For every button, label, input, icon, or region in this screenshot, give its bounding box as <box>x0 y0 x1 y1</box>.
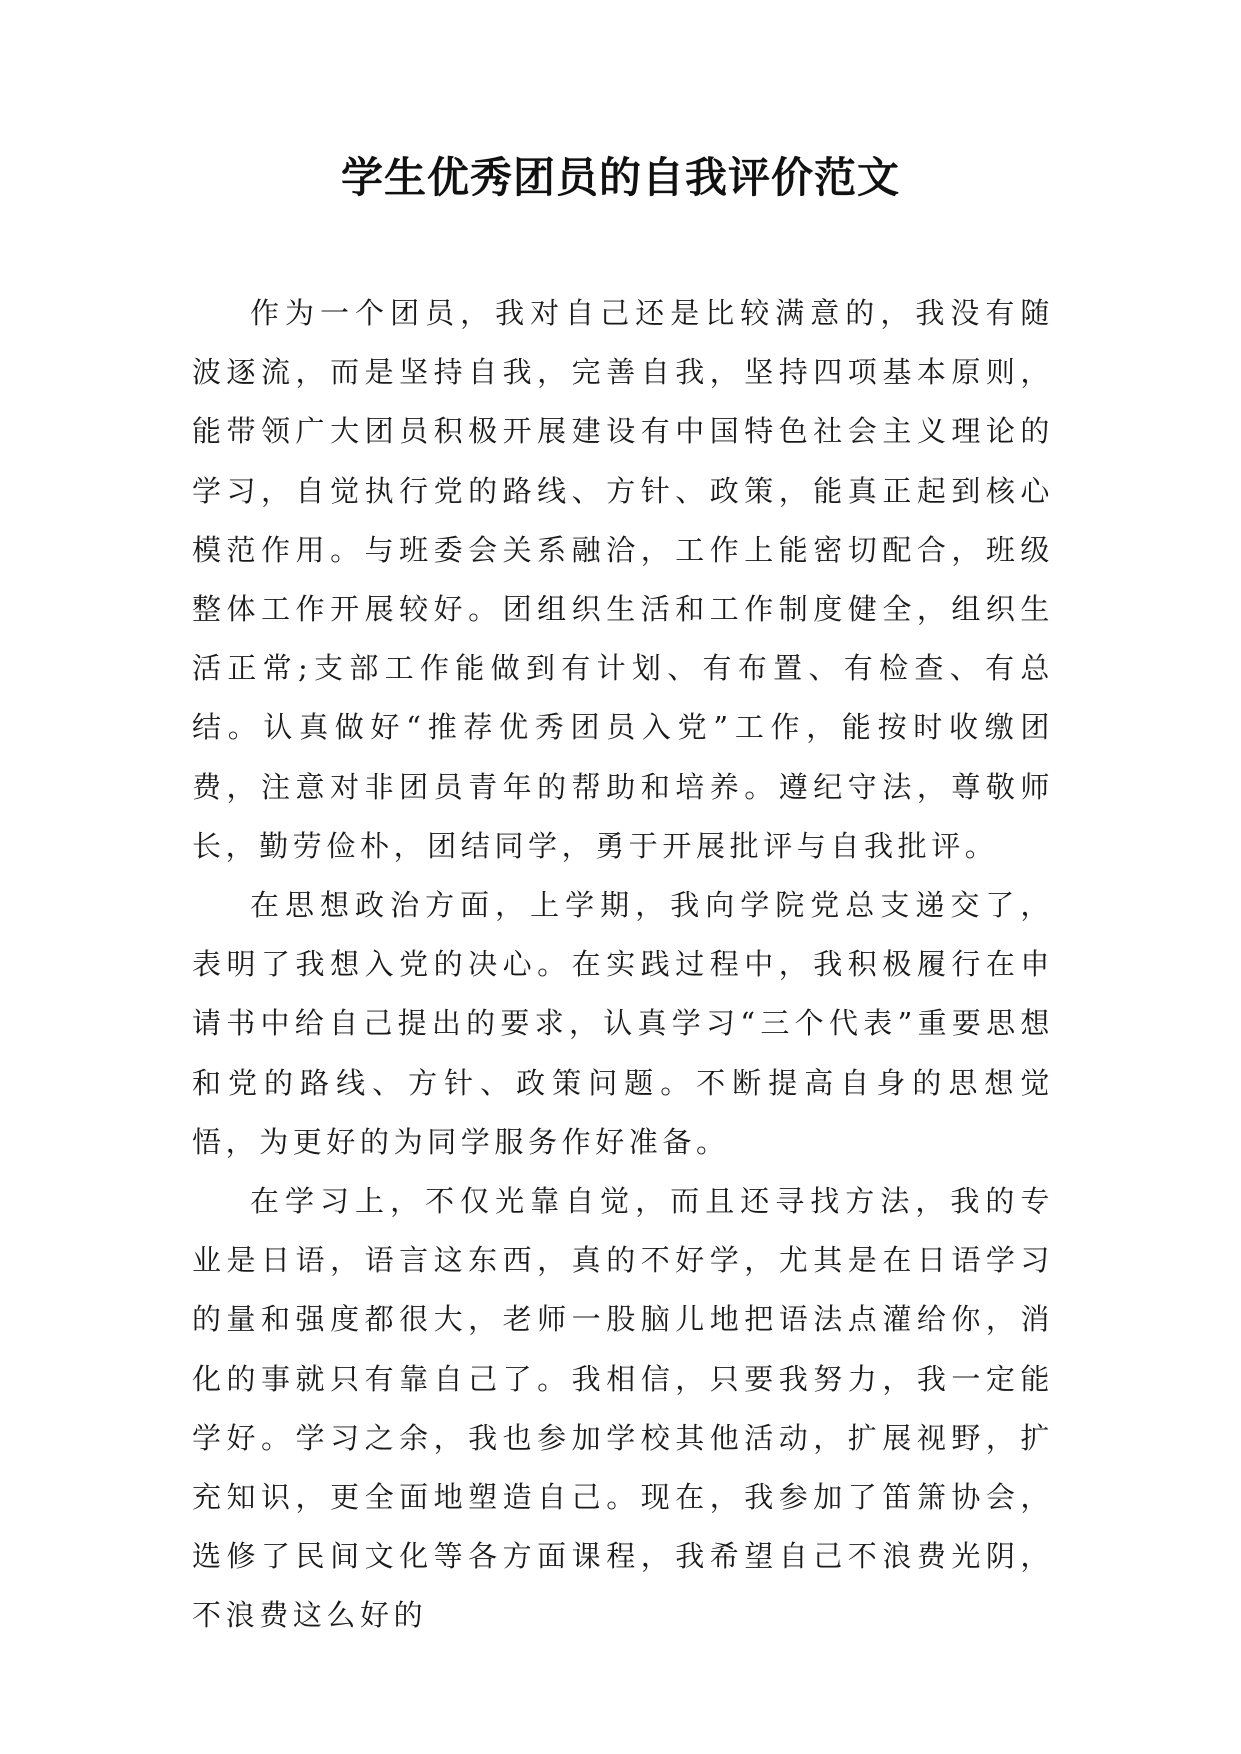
document-body <box>192 284 1054 1646</box>
paragraph-2: 在思想政治方面，上学期，我向学院党总支递交了，表明了我想入党的决心。在实践过程中，我积极履行在申请书中给自己提出的要求，认真学习“三个代表”重要思想和党的路线、方针、政策问题。不断提高自身的思想觉悟，为更好的为同学服务作好准备。 <box>192 888 1054 1159</box>
paragraph-3: 在学习上，不仅光靠自觉，而且还寻找方法，我的专业是日语，语言这东西，真的不好学，尤其是在日语学习的量和强度都很大，老师一股脑儿地把语法点灌给你，消化的事就只有靠自己了。我相信，只要我努力，我一定能学好。学习之余，我也参加学校其他活动，扩展视野，扩充知识，更全面地塑造自己。现在，我参加了笛箫协会，选修了民间文化等各方面课程，我希望自己不浪费光阴，不浪费这么好的 <box>192 1184 1054 1633</box>
paragraph-1: 作为一个团员，我对自己还是比较满意的，我没有随波逐流，而是坚持自我，完善自我，坚持四项基本原则，能带领广大团员积极开展建设有中国特色社会主义理论的学习，自觉执行党的路线、方针、政策，能真正起到核心模范作用。与班委会关系融洽，工作上能密切配合，班级整体工作开展较好。团组织生活和工作制度健全，组织生活正常;支部工作能做到有计划、有布置、有检查、有总结。认真做好“推荐优秀团员入党”工作，能按时收缴团费，注意对非团员青年的帮助和培养。遵纪守法，尊敬师长，勤劳俭朴，团结同学，勇于开展批评与自我批评。 <box>192 296 1054 863</box>
document-title: 学生优秀团员的自我评价范文 <box>340 153 900 202</box>
